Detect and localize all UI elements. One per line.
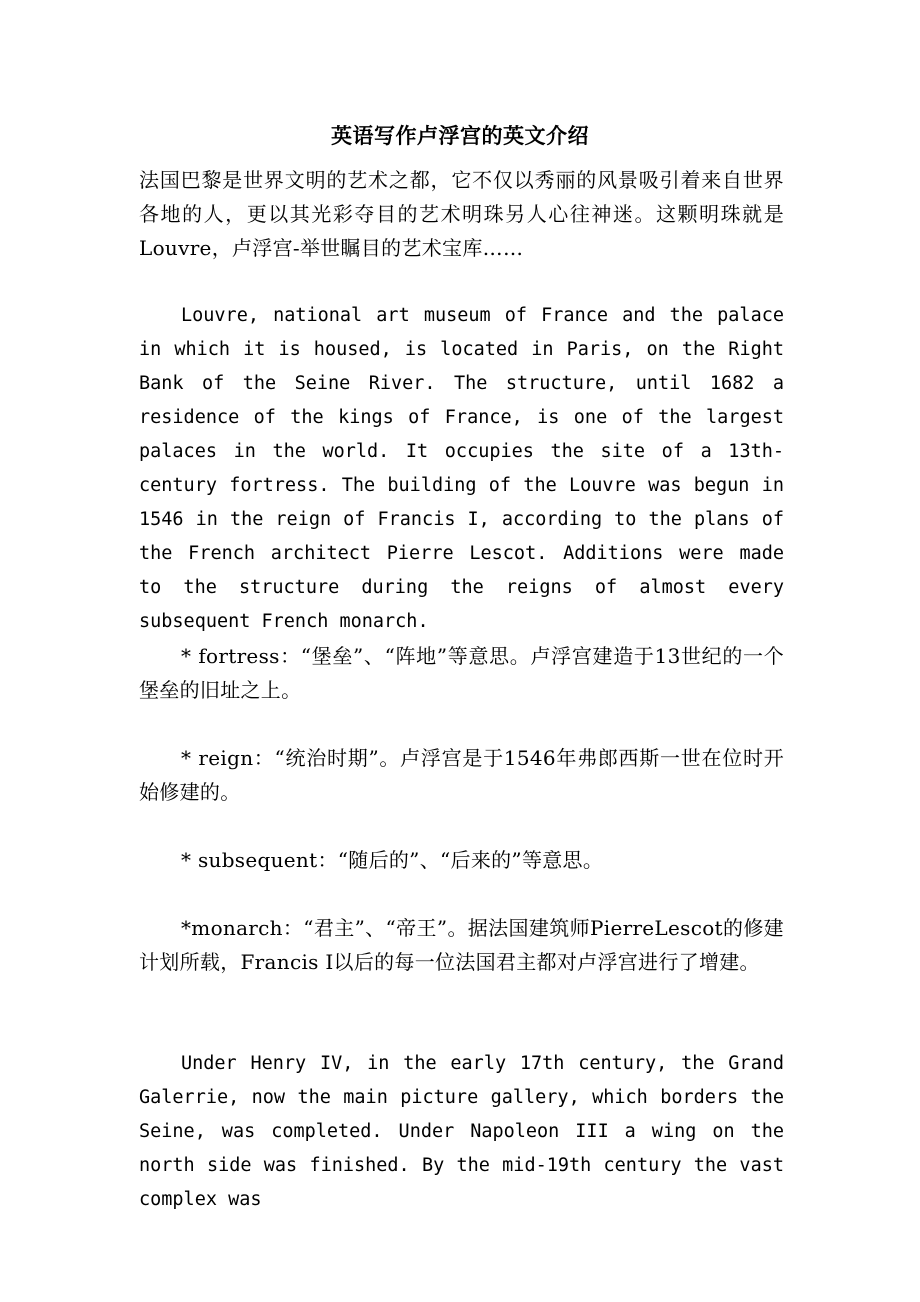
note-fortress: * fortress：“堡垒”、“阵地”等意思。卢浮宫建造于13世纪的一个堡垒的旧址之上。	[139, 644, 784, 702]
note-reign: * reign：“统治时期”。卢浮宫是于1546年弗郎西斯一世在位时开始修建的。	[139, 746, 784, 804]
paragraph-expansion: Under Henry IV, in the early 17th century, the Grand Galerrie, now the main picture gallery, which borders the Seine, was completed. Under Napoleon III a wing on the north side was finished. By the mid-19th century the vast complex was	[139, 1053, 784, 1210]
intro-paragraph: 法国巴黎是世界文明的艺术之都，它不仅以秀丽的风景吸引着来自世界各地的人，更以其光彩夺目的艺术明珠另人心往神迷。这颗明珠就是Louvre，卢浮宫-举世瞩目的艺术宝库……	[139, 168, 784, 260]
note-subsequent: * subsequent：“随后的”、“后来的”等意思。	[181, 848, 604, 872]
note-monarch: *monarch：“君主”、“帝王”。据法国建筑师PierreLescot的修建计划所载，Francis I以后的每一位法国君主都对卢浮宫进行了增建。	[139, 916, 784, 974]
paragraph-history: Louvre, national art museum of France and the palace in which it is housed, is located in Paris, on the Right Bank of the Seine River. The structure, until 1682 a residence of the kings of France, is one of the largest palaces in the world. It occupies the site of a 13th-century fortress. The building of the Louvre was begun in 1546 in the reign of Francis I, according to the plans of the French architect Pierre Lescot. Additions were made to the structure during the reigns of almost every subsequent French monarch.	[139, 305, 784, 632]
document-title: 英语写作卢浮宫的英文介绍	[331, 123, 589, 148]
